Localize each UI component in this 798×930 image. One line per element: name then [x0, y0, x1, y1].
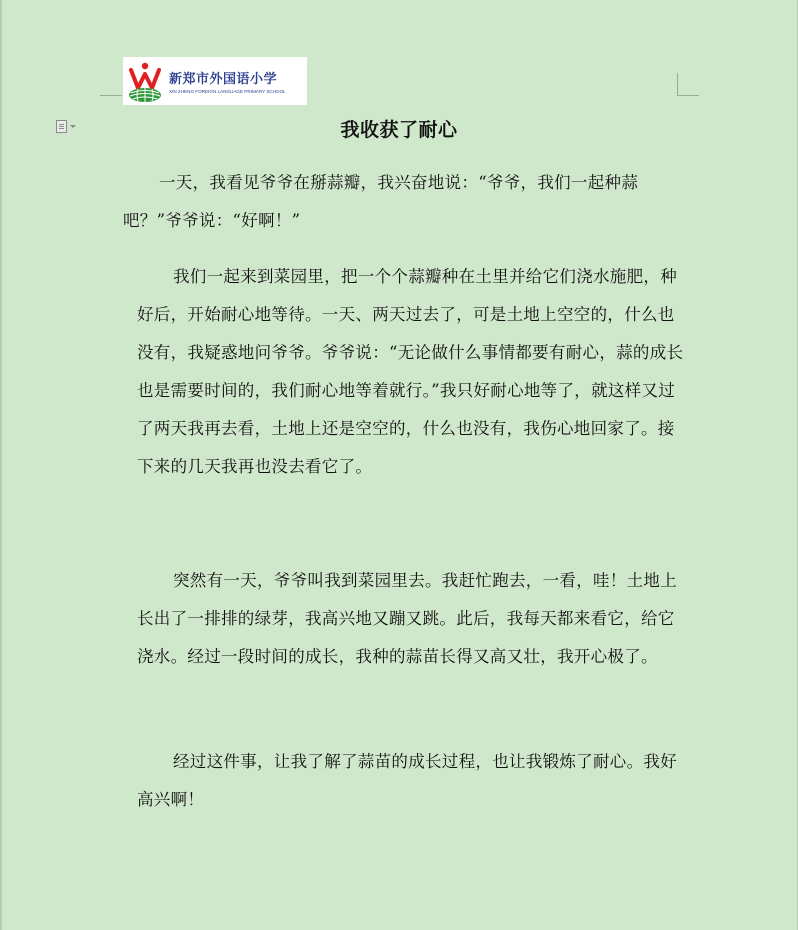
margin-crop-mark-left — [100, 95, 122, 96]
school-emblem-icon — [125, 58, 165, 104]
paragraph-1: 一天，我看见爷爷在掰蒜瓣，我兴奋地说：“爷爷，我们一起种蒜吧？”爷爷说：“好啊！” — [123, 173, 639, 230]
paragraph-4: 经过这件事，让我了解了蒜苗的成长过程，也让我锻炼了耐心。我好高兴啊！ — [137, 752, 677, 809]
school-logo — [123, 57, 307, 105]
margin-crop-mark-right-vertical — [677, 73, 678, 95]
document-title: 我收获了耐心 — [340, 119, 458, 141]
school-name-english: XIN ZHENG FOREIGN LANGUAGE PRIMARY SCHOOL — [169, 89, 286, 94]
margin-crop-mark-right-horizontal — [677, 95, 699, 96]
paragraph-2: 我们一起来到菜园里，把一个个蒜瓣种在土里并给它们浇水施肥，种好后，开始耐心地等待。一天、两天过去了，可是土地上空空的，什么也没有，我疑惑地问爷爷。爷爷说：“无论做什么事情都要有耐心，蒜的成长也是需要时间的，我们耐心地等着就行。”我只好耐心地等了，就这样又过了两天我再去看，土地上还是空空的，什么也没有，我伤心地回家了。接下来的几天我再也没去看它了。 — [137, 267, 684, 476]
school-name-chinese: 新郑市外国语小学 — [169, 72, 278, 87]
paragraph-3: 突然有一天，爷爷叫我到菜园里去。我赶忙跑去，一看，哇！土地上长出了一排排的绿芽，我高兴地又蹦又跳。此后，我每天都来看它，给它浇水。经过一段时间的成长，我种的蒜苗长得又高又壮，我开心极了。 — [137, 571, 677, 666]
